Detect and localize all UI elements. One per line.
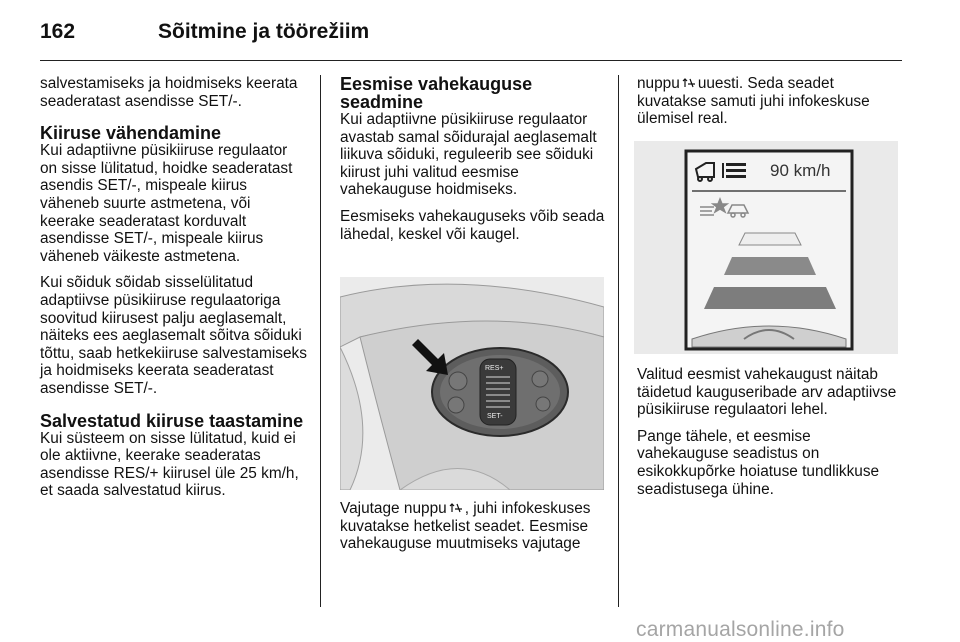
set-label: SET- — [487, 413, 503, 420]
section-heading-speed-reduction: Kiiruse vähendamine — [40, 123, 222, 144]
intro-text: salvestamiseks ja hoidmiseks keerata seaderatast asendisse SET/-. — [40, 75, 298, 110]
gap-bars-explanation: Valitud eesmist vahekaugust näitab täidetud kauguseribade arv adaptiivse püsikiiruse regulaatori lehel. — [637, 366, 897, 419]
steering-wheel-figure — [340, 277, 604, 490]
para3-after: , juhi infokeskuses kuvatakse hetkelist seadet. Eesmise vahekauguse muutmiseks vajutage — [340, 500, 591, 553]
column-1 — [40, 75, 308, 509]
column-divider-2 — [618, 75, 619, 607]
res-label: RES+ — [485, 365, 504, 372]
gap-setting-para-2: Eesmiseks vahekauguseks võib seada lähedal, keskel või kaugel. — [340, 207, 605, 243]
chapter-title: Sõitmine ja töörežiim — [158, 20, 370, 43]
para1-before: nuppu — [637, 75, 680, 92]
driver-info-display-figure — [634, 141, 898, 354]
column-2 — [340, 75, 610, 252]
page-header — [40, 14, 900, 56]
section-heading-resume-speed: Salvestatud kiiruse taastamine — [40, 410, 304, 431]
gap-setting-para-3 — [340, 500, 610, 553]
shared-setting-note: Pange tähele, et eesmise vahekauguse seadistus on esikokkupõrke hoiatuse tundlikkuse seadistusega ühine. — [637, 427, 880, 498]
display-intro-para — [637, 75, 903, 128]
header-rule — [40, 60, 902, 61]
resume-speed-para-1: Kui süsteem on sisse lülitatud, kuid ei ole aktiivne, keerake seaderatas asendisse RES/+ kiirusel üle 25 km/h, et saada salvestatud kiirus. — [40, 429, 299, 500]
speed-reduction-para-2: Kui sõiduk sõidab sisselülitatud adaptiivse püsikiiruse regulaatoriga soovitud kiirusest palju aeglasemalt, näiteks ees aeglasemalt sõitva sõiduki tõttu, saab hetkekiiruse salvestamiseks ja hoidmiseks keerata seaderatast asendisse SET/-. — [40, 274, 307, 397]
column-divider-1 — [320, 75, 321, 607]
column-3-lower — [637, 366, 903, 507]
speed-reduction-para-1: Kui adaptiivne püsikiiruse regulaator on sisse lülitatud, hoidke seaderatast asendis SET/-, mispeale kiirus väheneb suurte astmetena, või keerake seaderatast korduvalt asendisse SET/-, mispeale kiirus väheneb väikeste astmetena. — [40, 142, 293, 265]
column-2-lower — [340, 500, 610, 562]
speed-readout: 90 km/h — [770, 161, 831, 180]
page-number: 162 — [40, 20, 76, 43]
column-3 — [637, 75, 903, 137]
gap-setting-para-1: Kui adaptiivne püsikiiruse regulaator avastab samal sõidurajal aeglasemalt liikuva sõiduki, reguleerib see sõiduki kiirust juhi valitud eesmise vahekauguse hoidmiseks. — [340, 111, 597, 199]
gap-button-icon — [682, 77, 696, 89]
para1-after: uuesti. Seda seadet kuvatakse samuti juhi infokeskuse ülemisel real. — [637, 75, 870, 128]
watermark-text: carmanualsonline.info — [636, 618, 845, 641]
gap-button-icon — [449, 502, 463, 514]
para3-before: Vajutage nuppu — [340, 500, 447, 517]
section-heading-gap-setting: Eesmise vahekauguse seadmine — [340, 74, 533, 112]
